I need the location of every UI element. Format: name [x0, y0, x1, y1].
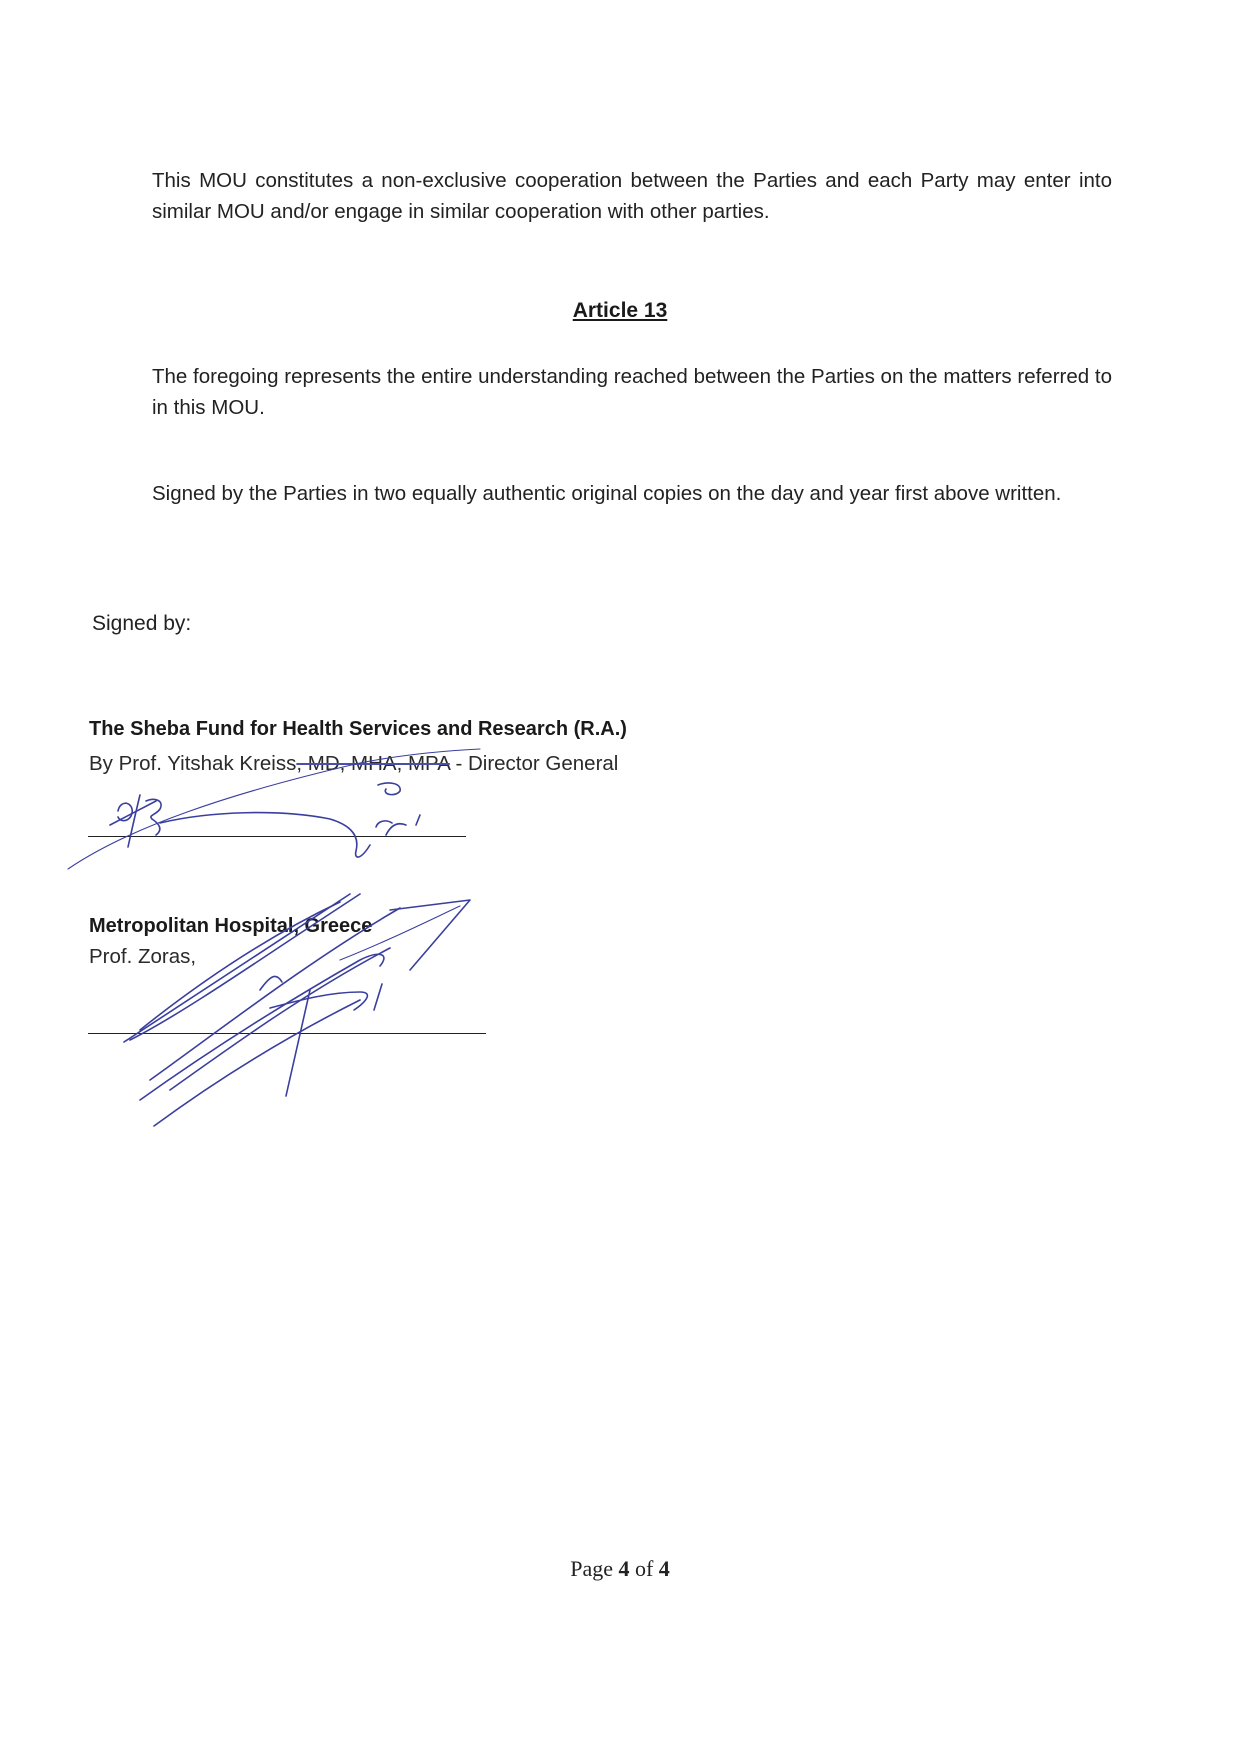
entire-understanding-paragraph: The foregoing represents the entire understanding reached between the Parties on the matters referred to in this MOU. — [152, 365, 1112, 419]
intro-paragraph: This MOU constitutes a non-exclusive cooperation between the Parties and each Party may enter into similar MOU and/or engage in similar cooperation with other parties. — [152, 169, 1112, 223]
signatory-1-signature — [60, 735, 480, 885]
signatory-1-struck-titles: , MD, MHA, MPA — [296, 752, 450, 775]
signed-copies-paragraph: Signed by the Parties in two equally authentic original copies on the day and year first above written. — [152, 482, 1062, 505]
signatory-1-name: By Prof. Yitshak Kreiss — [89, 752, 297, 775]
page-total: 4 — [658, 1556, 670, 1581]
page-of: of — [629, 1556, 659, 1581]
page-current: 4 — [618, 1556, 630, 1581]
page-prefix: Page — [570, 1556, 619, 1581]
signatory-1-organization: The Sheba Fund for Health Services and Research (R.A.) — [89, 718, 627, 740]
signatory-2-signature — [110, 880, 490, 1140]
page-number — [0, 1556, 1240, 1582]
article-heading: Article 13 — [572, 299, 668, 322]
signatory-1-title: - Director General — [449, 752, 619, 775]
signatory-2-representative: Prof. Zoras, — [89, 945, 197, 968]
signatory-2-organization: Metropolitan Hospital, Greece — [89, 915, 373, 937]
signed-by-label: Signed by: — [92, 612, 192, 635]
